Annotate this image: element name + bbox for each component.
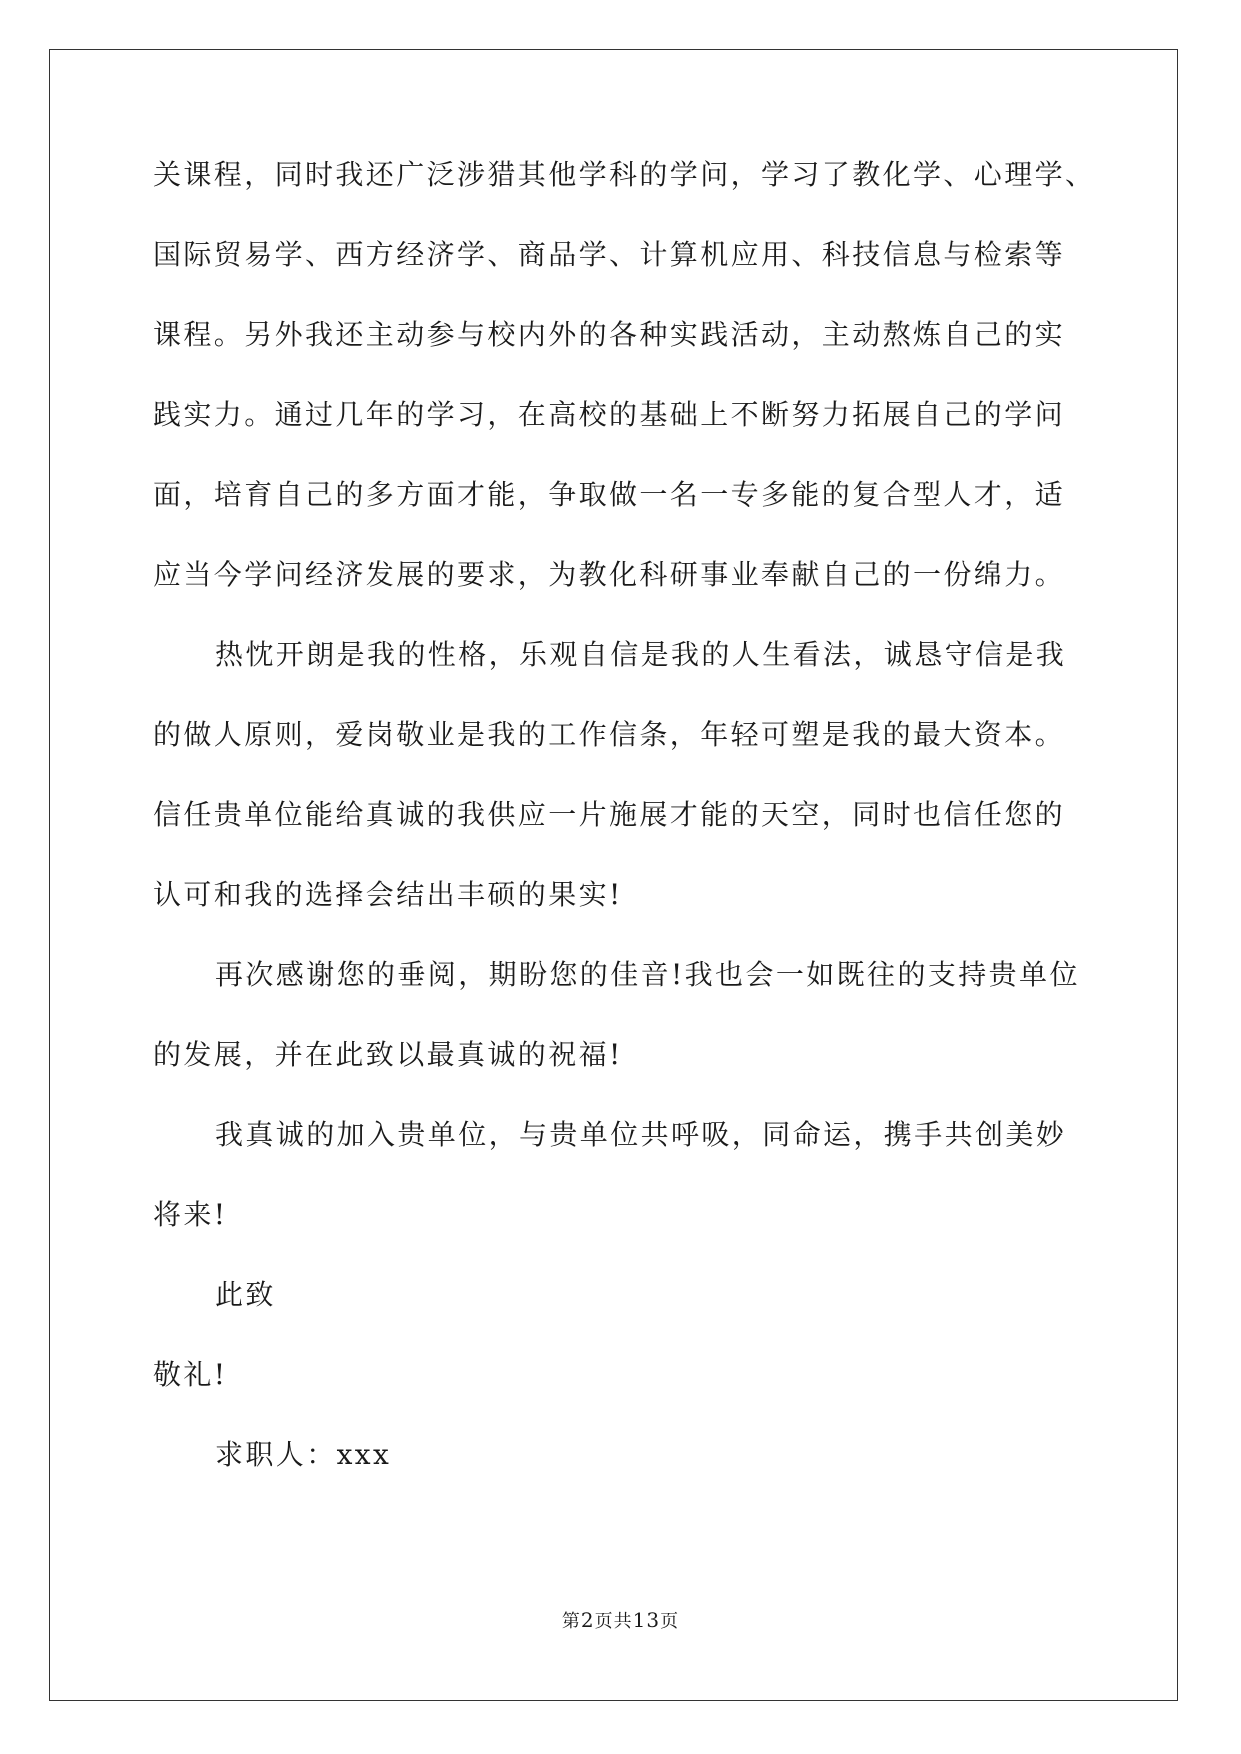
page-total: 13 [632, 1608, 661, 1632]
page-mid: 页 [594, 1611, 614, 1632]
page-prefix: 第 [561, 1611, 581, 1632]
body-line-4: 践实力。通过几年的学习，在高校的基础上不断努力拓展自己的学问 [153, 398, 1066, 431]
body-line-14: 将来! [153, 1198, 228, 1231]
body-line-8: 的做人原则，爱岗敬业是我的工作信条，年轻可塑是我的最大资本。 [153, 718, 1066, 751]
body-line-5: 面，培育自己的多方面才能，争取做一名一专多能的复合型人才，适 [153, 478, 1066, 511]
body-line-10: 认可和我的选择会结出丰硕的果实! [153, 878, 623, 911]
total-prefix: 共 [613, 1611, 633, 1632]
closing-respect: 敬礼! [153, 1358, 228, 1391]
body-line-11: 再次感谢您的垂阅，期盼您的佳音!我也会一如既往的支持贵单位 [215, 958, 1080, 991]
body-line-1: 关课程，同时我还广泛涉猎其他学科的学问，学习了教化学、心理学、 [153, 158, 1096, 191]
total-suffix: 页 [660, 1611, 680, 1632]
closing-salutation: 此致 [215, 1278, 276, 1311]
applicant-signature: 求职人：xxx [215, 1438, 392, 1471]
page-footer [0, 1608, 1241, 1634]
body-line-7: 热忱开朗是我的性格，乐观自信是我的人生看法，诚恳守信是我 [215, 638, 1067, 671]
body-line-3: 课程。另外我还主动参与校内外的各种实践活动，主动熬炼自己的实 [153, 318, 1066, 351]
body-line-9: 信任贵单位能给真诚的我供应一片施展才能的天空，同时也信任您的 [153, 798, 1066, 831]
body-line-13: 我真诚的加入贵单位，与贵单位共呼吸，同命运，携手共创美妙 [215, 1118, 1067, 1151]
body-line-6: 应当今学问经济发展的要求，为教化科研事业奉献自己的一份绵力。 [153, 558, 1066, 591]
page-current: 2 [580, 1608, 595, 1632]
body-line-2: 国际贸易学、西方经济学、商品学、计算机应用、科技信息与检索等 [153, 238, 1066, 271]
body-line-12: 的发展，并在此致以最真诚的祝福! [153, 1038, 623, 1071]
